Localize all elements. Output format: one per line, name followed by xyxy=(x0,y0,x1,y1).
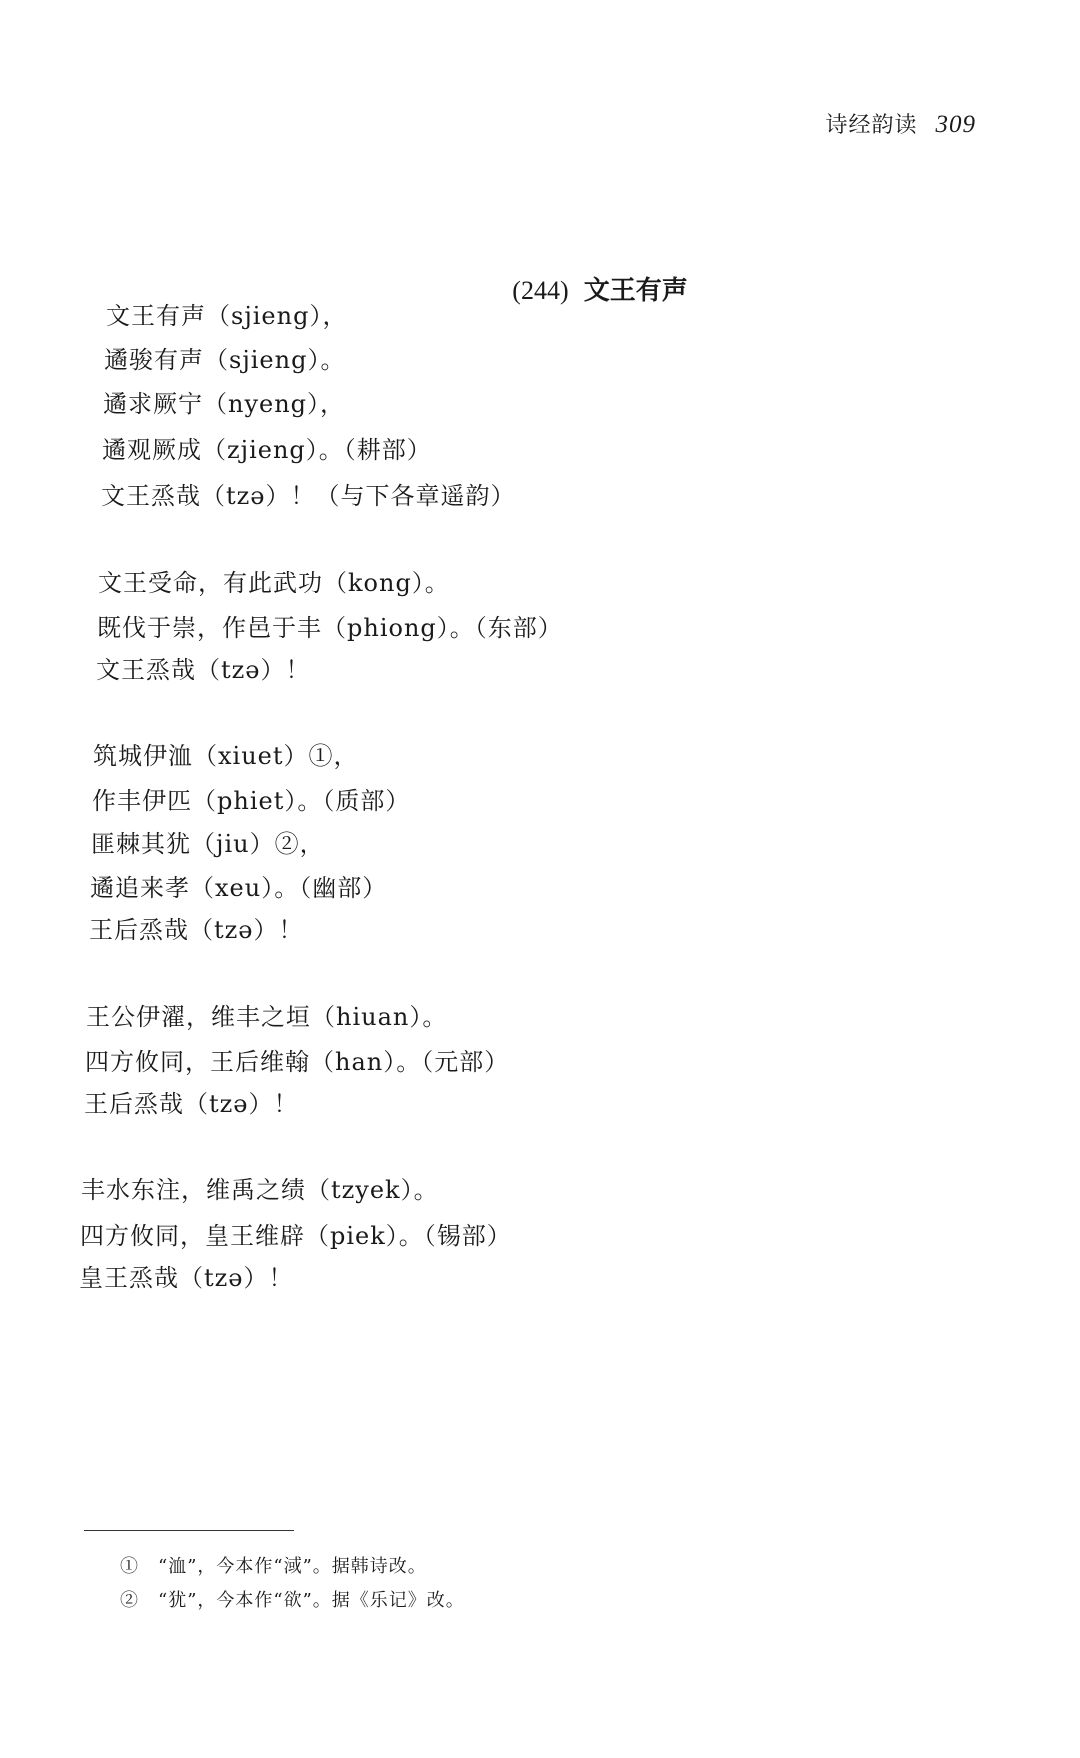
poem-number: (244) xyxy=(512,276,569,305)
running-header xyxy=(825,108,976,139)
page-number: 309 xyxy=(935,111,976,138)
verse-line: 丰水东注，维禹之绩（tzyek）。 xyxy=(81,1176,439,1204)
verse-line: 遹骏有声（sjieng）。 xyxy=(104,346,346,374)
footnote-divider xyxy=(84,1530,294,1531)
verse-line: 文王烝哉（tzə）！（与下各章遥韵） xyxy=(101,482,516,510)
footnote: ① “洫”，今本作“淢”。据韩诗改。 xyxy=(120,1556,427,1577)
verse-line: 遹求厥宁（nyeng）， xyxy=(103,390,346,418)
verse-line: 匪棘其犹（jiu）②， xyxy=(91,830,325,858)
verse-line: 遹追来孝（xeu）。（幽部） xyxy=(90,874,388,902)
verse-line: 文王烝哉（tzə）！ xyxy=(96,656,311,684)
verse-line: 作丰伊匹（phiet）。（质部） xyxy=(92,787,411,815)
verse-line: 文王受命，有此武功（kong）。 xyxy=(98,569,450,597)
book-title: 诗经韵读 xyxy=(825,113,918,138)
verse-line: 文王有声（sjieng）， xyxy=(106,302,348,330)
verse-line: 四方攸同，皇王维辟（piek）。（锡部） xyxy=(80,1222,512,1250)
verse-line: 王后烝哉（tzə）！ xyxy=(84,1090,299,1118)
verse-line: 四方攸同，王后维翰（han）。（元部） xyxy=(85,1048,510,1076)
verse-line: 皇王烝哉（tzə）！ xyxy=(79,1264,294,1292)
footnote: ② “犹”，今本作“欲”。据《乐记》改。 xyxy=(120,1590,465,1611)
verse-line: 遹观厥成（zjieng）。（耕部） xyxy=(102,436,432,464)
poem-title-text: 文王有声 xyxy=(583,276,688,306)
verse-line: 王后烝哉（tzə）！ xyxy=(89,916,304,944)
verse-line: 王公伊濯，维丰之垣（hiuan）。 xyxy=(86,1003,448,1031)
verse-line: 既伐于崇，作邑于丰（phiong）。（东部） xyxy=(97,614,563,642)
verse-line: 筑城伊洫（xiuet）①， xyxy=(93,742,359,770)
